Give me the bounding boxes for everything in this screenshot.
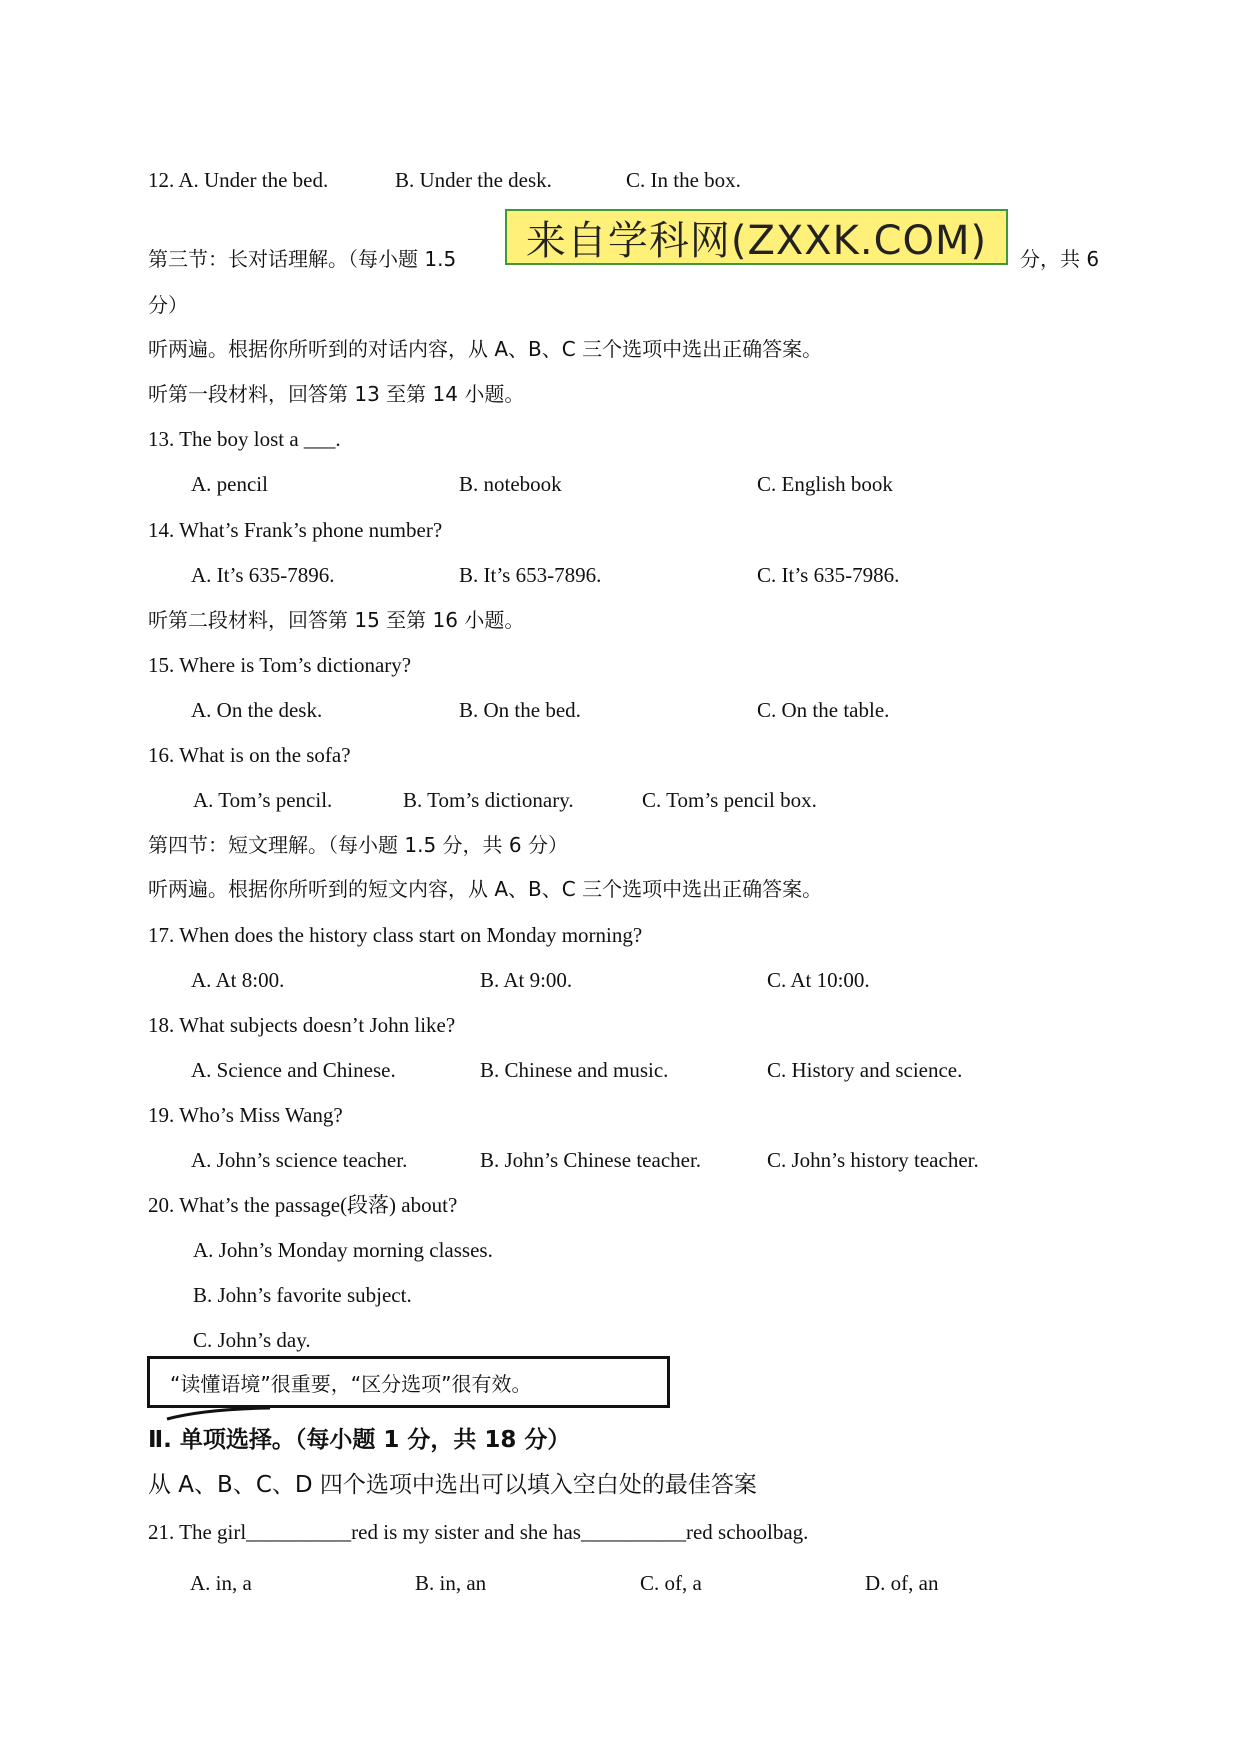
q16-stem: 16. What is on the sofa? — [148, 743, 351, 767]
part4-heading: 第四节：短文理解。（每小题 1.5 分，共 6 分） — [148, 833, 568, 857]
q16-option-c: C. Tom’s pencil box. — [642, 788, 817, 812]
q19-option-a: A. John’s science teacher. — [191, 1148, 408, 1172]
q20-option-a: A. John’s Monday morning classes. — [193, 1238, 493, 1262]
q14-option-c: C. It’s 635-7986. — [757, 563, 900, 587]
q14-option-b: B. It’s 653-7896. — [459, 563, 602, 587]
q21-option-c: C. of, a — [640, 1571, 702, 1595]
q12-stem: 12. A. Under the bed. — [148, 168, 329, 192]
material-2-note: 听第二段材料，回答第 15 至第 16 小题。 — [148, 608, 525, 632]
q18-option-a: A. Science and Chinese. — [191, 1058, 396, 1082]
q14-stem: 14. What’s Frank’s phone number? — [148, 518, 443, 542]
q15-option-a: A. On the desk. — [191, 698, 323, 722]
q19-stem: 19. Who’s Miss Wang? — [148, 1103, 343, 1127]
q17-stem: 17. When does the history class start on Monday morning? — [148, 923, 643, 947]
q17-option-c: C. At 10:00. — [767, 968, 870, 992]
q15-option-b: B. On the bed. — [459, 698, 581, 722]
q14-option-a: A. It’s 635-7896. — [191, 563, 335, 587]
q20-stem: 20. What’s the passage(段落) about? — [148, 1193, 458, 1217]
q19-option-b: B. John’s Chinese teacher. — [480, 1148, 702, 1172]
watermark-banner: 来自学科网(ZXXK.COM) — [505, 209, 1008, 265]
q21-option-d: D. of, an — [865, 1571, 939, 1595]
part3-heading-cont: 分） — [148, 293, 188, 317]
part3-instructions: 听两遍。根据你所听到的对话内容，从 A、B、C 三个选项中选出正确答案。 — [148, 337, 823, 361]
callout-pointer — [165, 1407, 275, 1421]
q20-option-c: C. John’s day. — [193, 1328, 311, 1352]
q19-option-c: C. John’s history teacher. — [767, 1148, 979, 1172]
q13-option-a: A. pencil — [191, 472, 268, 496]
q17-option-a: A. At 8:00. — [191, 968, 285, 992]
q18-option-c: C. History and science. — [767, 1058, 963, 1082]
q16-option-b: B. Tom’s dictionary. — [403, 788, 574, 812]
section-2-instructions: 从 A、B、C、D 四个选项中选出可以填入空白处的最佳答案 — [148, 1472, 757, 1498]
q12-option-c: C. In the box. — [626, 168, 741, 192]
part4-instructions: 听两遍。根据你所听到的短文内容，从 A、B、C 三个选项中选出正确答案。 — [148, 877, 823, 901]
q21-stem: 21. The girl__________red is my sister and she has__________red schoolbag. — [148, 1520, 809, 1544]
q16-option-a: A. Tom’s pencil. — [193, 788, 333, 812]
q21-option-b: B. in, an — [415, 1571, 487, 1595]
q18-stem: 18. What subjects doesn’t John like? — [148, 1013, 456, 1037]
q17-option-b: B. At 9:00. — [480, 968, 573, 992]
material-1-note: 听第一段材料，回答第 13 至第 14 小题。 — [148, 382, 525, 406]
q13-stem: 13. The boy lost a ___. — [148, 427, 341, 451]
q20-option-b: B. John’s favorite subject. — [193, 1283, 412, 1307]
tip-callout — [147, 1356, 670, 1408]
q15-option-c: C. On the table. — [757, 698, 890, 722]
part3-heading: 第三节：长对话理解。（每小题 1.5 — [148, 247, 457, 271]
part3-heading-end: 分，共 6 — [1020, 247, 1100, 271]
q13-option-b: B. notebook — [459, 472, 562, 496]
q15-stem: 15. Where is Tom’s dictionary? — [148, 653, 412, 677]
q18-option-b: B. Chinese and music. — [480, 1058, 669, 1082]
tip-text: “读懂语境”很重要，“区分选项”很有效。 — [170, 1371, 532, 1396]
q13-option-c: C. English book — [757, 472, 893, 496]
q21-option-a: A. in, a — [190, 1571, 252, 1595]
section-2-title: Ⅱ. 单项选择。（每小题 1 分，共 18 分） — [148, 1427, 571, 1453]
q12-option-b: B. Under the desk. — [395, 168, 552, 192]
